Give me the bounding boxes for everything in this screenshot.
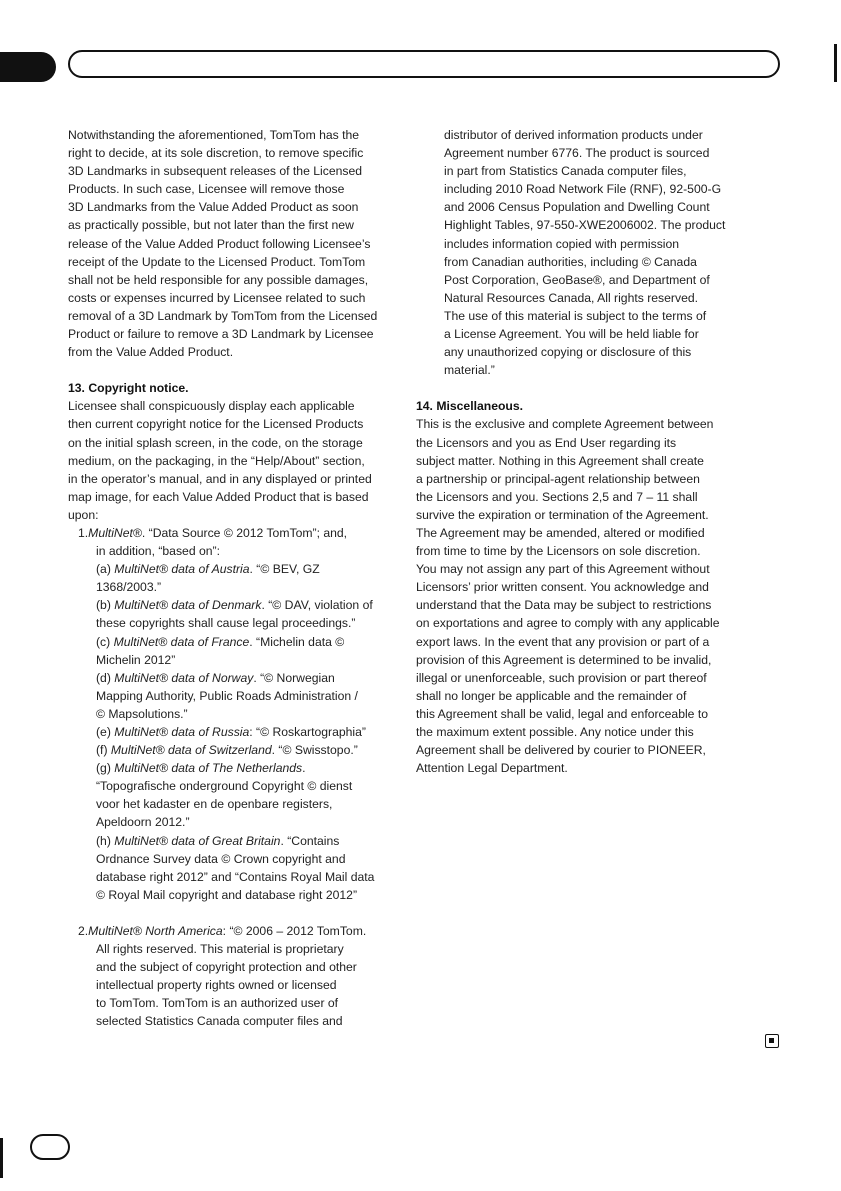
text-line: the Licensors and you as End User regarding its (416, 435, 677, 450)
text-line: Products. In such case, Licensee will remove those (68, 182, 345, 197)
text-line: a License Agreement. You will be held liable for (444, 327, 699, 342)
end-of-section-icon (765, 1034, 779, 1048)
text-line: from Canadian authorities, including © Canada (444, 254, 697, 269)
right-column (416, 126, 751, 777)
text-line: 3D Landmarks in subsequent releases of the Licensed (68, 164, 363, 179)
text-line: receipt of the Update to the Licensed Product. TomTom (68, 254, 366, 269)
list-number: 2. (78, 923, 89, 938)
sub-label: (g) (96, 761, 111, 776)
text-line: the Licensors and you. Sections 2,5 and 7 – 11 shall (416, 489, 698, 504)
text-line: Michelin 2012” (96, 652, 176, 667)
sub-label: (h) (96, 833, 111, 848)
text-line: This is the exclusive and complete Agreement between (416, 417, 714, 432)
text: . “© DAV, violation of (261, 598, 373, 613)
text-line: on exportations and agree to comply with any applicable (416, 616, 720, 631)
text-line: intellectual property rights owned or licensed (96, 978, 337, 993)
page-number-badge (30, 1134, 70, 1160)
text-line: in the operator’s manual, and in any displayed or printed (68, 471, 372, 486)
text-line: upon: (68, 507, 99, 522)
text-line: subject matter. Nothing in this Agreement shall create (416, 453, 704, 468)
text-line: to TomTom. TomTom is an authorized user of (96, 996, 339, 1011)
list-item-1 (68, 524, 403, 904)
product-name: MultiNet® data of Denmark (114, 598, 262, 613)
text: : “© 2006 – 2012 TomTom. (222, 923, 367, 938)
text-line: “Topografische onderground Copyright © dienst (96, 779, 353, 794)
text-line: The use of this material is subject to the terms of (444, 308, 707, 323)
text-line: survive the expiration or termination of the Agreement. (416, 507, 709, 522)
text: . “© Norwegian (253, 670, 335, 685)
sub-item-a (96, 560, 403, 578)
section-tab (0, 52, 56, 82)
text-line: database right 2012” and “Contains Royal Mail data (96, 869, 375, 884)
text-line: and 2006 Census Population and Dwelling Count (444, 200, 710, 215)
sub-item-d (96, 669, 403, 687)
text-line: in addition, “based on”: (96, 544, 220, 559)
text-line: voor het kadaster en de openbare registers, (96, 797, 333, 812)
sub-item-f (96, 741, 403, 759)
sub-label: (c) (96, 634, 111, 649)
text-line: shall not be held responsible for any possible damages, (68, 272, 369, 287)
text: . “Michelin data © (249, 634, 345, 649)
text-line: The Agreement may be amended, altered or modified (416, 525, 705, 540)
text-line: costs or expenses incurred by Licensee related to such (68, 290, 366, 305)
text-line: any unauthorized copying or disclosure of this (444, 345, 692, 360)
text-line: Agreement shall be delivered by courier to PIONEER, (416, 743, 706, 758)
product-name: MultiNet® data of France (113, 634, 250, 649)
sub-item-g (96, 759, 403, 777)
product-name: MultiNet® data of The Netherlands (114, 761, 303, 776)
sub-label: (f) (96, 743, 108, 758)
text-line: right to decide, at its sole discretion, to remove specific (68, 146, 364, 161)
section-13-body (68, 397, 403, 524)
text-line: Natural Resources Canada, All rights reserved. (444, 290, 699, 305)
text-line: Attention Legal Department. (416, 761, 568, 776)
page-edge-mark (0, 1138, 3, 1178)
text-line: on the initial splash screen, in the code, on the storage (68, 435, 363, 450)
text-line: understand that the Data may be subject to restrictions (416, 598, 712, 613)
text-line: Apeldoorn 2012.” (96, 815, 190, 830)
text-line: Licensee shall conspicuously display each applicable (68, 399, 355, 414)
text-line: release of the Value Added Product following Licensee’s (68, 236, 371, 251)
header-edge-mark (834, 44, 837, 82)
sub-item-e (96, 723, 403, 741)
text-line: map image, for each Value Added Product that is based (68, 489, 369, 504)
text-line: this Agreement shall be valid, legal and enforceable to (416, 706, 709, 721)
text-line: the maximum extent possible. Any notice under this (416, 725, 694, 739)
item-2-continued (416, 126, 751, 379)
text-line: selected Statistics Canada computer files and (96, 1014, 343, 1029)
text-line: illegal or unenforceable, such provision or part thereof (416, 670, 707, 685)
text-line: shall no longer be applicable and the remainder of (416, 688, 687, 703)
product-name: MultiNet® North America (88, 923, 223, 938)
header-bar (68, 50, 780, 78)
text: : “© Roskartographia” (249, 725, 366, 739)
text-line: 1368/2003.” (96, 580, 162, 595)
text-line: including 2010 Road Network File (RNF), 92-500-G (444, 182, 722, 197)
list-item-2 (68, 922, 403, 1031)
text: . “Data Source © 2012 TomTom”; and, (141, 525, 348, 540)
product-name: MultiNet® data of Russia (114, 725, 250, 739)
intro-paragraph (68, 126, 403, 361)
sub-label: (b) (96, 598, 111, 613)
sub-item-b (96, 596, 403, 614)
text-line: and the subject of copyright protection and other (96, 960, 357, 975)
product-name: MultiNet® data of Great Britain (114, 833, 281, 848)
text-line: Post Corporation, GeoBase®, and Department of (444, 272, 710, 287)
section-heading-13: 13. Copyright notice. (68, 381, 189, 396)
text-line: provision of this Agreement is determined to be invalid, (416, 652, 712, 667)
text-line: © Royal Mail copyright and database right 2012” (96, 887, 358, 902)
text-line: Ordnance Survey data © Crown copyright and (96, 851, 346, 866)
text-line: Licensors’ prior written consent. You acknowledge and (416, 580, 709, 595)
text-line: from time to time by the Licensors on sole discretion. (416, 544, 701, 559)
text-line: Product or failure to remove a 3D Landmark by Licensee (68, 327, 374, 342)
product-name: MultiNet® data of Austria (114, 562, 250, 577)
text: . (302, 761, 306, 776)
product-name: MultiNet® data of Switzerland (110, 743, 272, 758)
text-line: You may not assign any part of this Agreement without (416, 562, 710, 577)
product-name: MultiNet® data of Norway (114, 670, 254, 685)
text-line: as practically possible, but not later than the first new (68, 218, 354, 233)
text: . “© Swisstopo.” (271, 743, 358, 758)
section-14-body (416, 415, 751, 777)
sub-label: (a) (96, 562, 111, 577)
text-line: export laws. In the event that any provision or part of a (416, 634, 710, 649)
section-heading-14: 14. Miscellaneous. (416, 399, 524, 414)
text-line: distributor of derived information products under (444, 128, 703, 142)
product-name: MultiNet® (88, 525, 142, 540)
text: . “© BEV, GZ (249, 562, 320, 577)
text: . “Contains (280, 833, 340, 848)
text-line: a partnership or principal-agent relationship between (416, 471, 700, 486)
sub-item-c (96, 633, 403, 651)
text-line: in part from Statistics Canada computer files, (444, 164, 687, 179)
list-number: 1. (78, 525, 89, 540)
text-line: 3D Landmarks from the Value Added Product as soon (68, 200, 359, 215)
text-line: Mapping Authority, Public Roads Administration / (96, 688, 358, 703)
left-column (68, 126, 403, 1031)
text-line: All rights reserved. This material is proprietary (96, 942, 344, 957)
sub-item-h (96, 832, 403, 850)
text-line: then current copyright notice for the Licensed Products (68, 417, 364, 432)
text-line: these copyrights shall cause legal proceedings.” (96, 616, 356, 631)
text-line: material.” (444, 363, 495, 378)
text-line: Notwithstanding the aforementioned, TomTom has the (68, 128, 360, 142)
text-line: from the Value Added Product. (68, 345, 234, 360)
text-line: medium, on the packaging, in the “Help/About” section, (68, 453, 365, 468)
sub-label: (e) (96, 725, 111, 739)
text-line: removal of a 3D Landmark by TomTom from the Licensed (68, 308, 378, 323)
text-line: Agreement number 6776. The product is sourced (444, 146, 710, 161)
sub-label: (d) (96, 670, 111, 685)
text-line: includes information copied with permission (444, 236, 680, 251)
text-line: © Mapsolutions.” (96, 706, 188, 721)
text-line: Highlight Tables, 97-550-XWE2006002. The product (444, 218, 726, 233)
